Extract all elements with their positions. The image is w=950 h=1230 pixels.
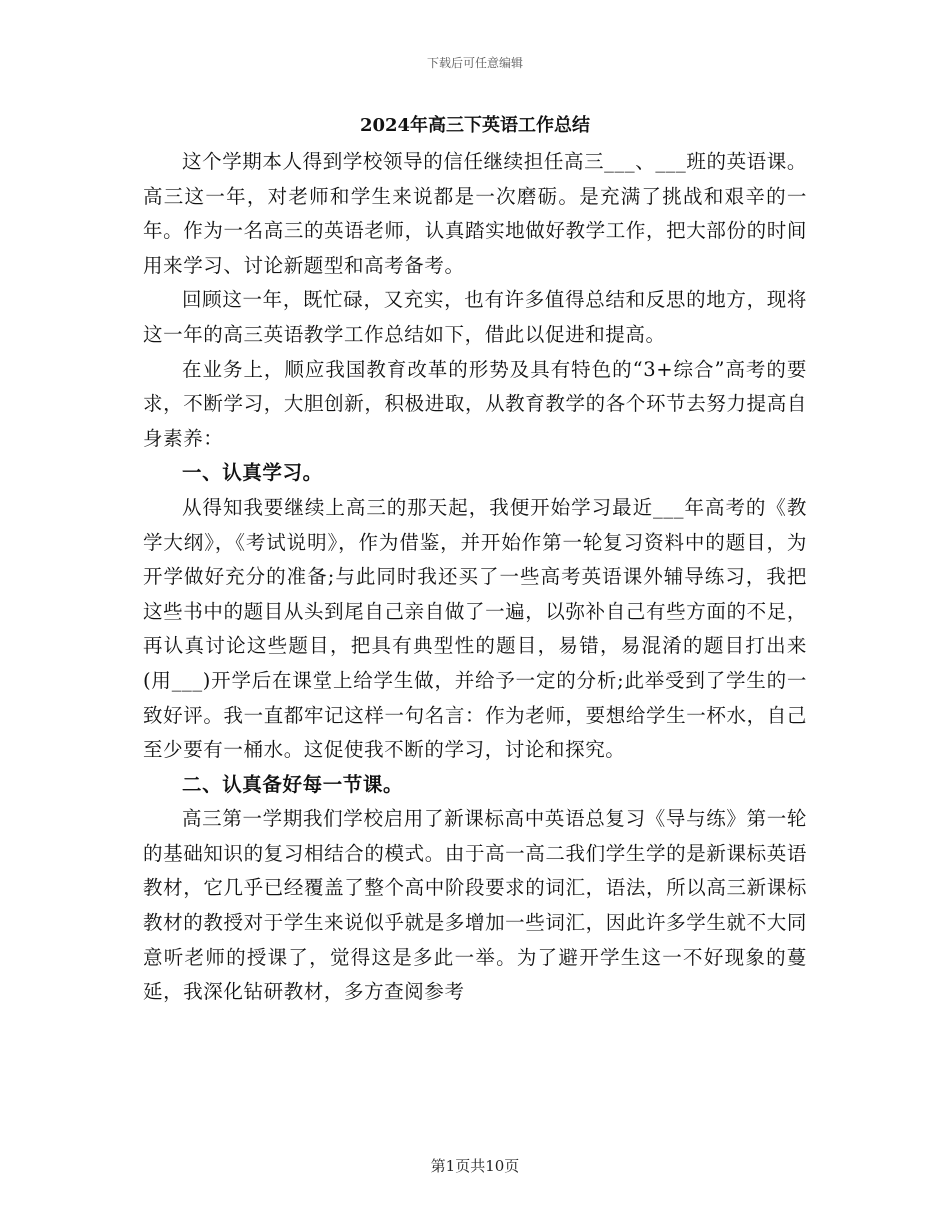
document-title: 2024年高三下英语工作总结 xyxy=(359,115,591,136)
paragraph: 回顾这一年，既忙碌，又充实，也有许多值得总结和反思的地方，现将这一年的高三英语教学工作总结如下，借此以促进和提高。 xyxy=(143,288,807,346)
paragraph: 这个学期本人得到学校领导的信任继续担任高三___、___班的英语课。高三这一年，对老师和学生来说都是一次磨砺。是充满了挑战和艰辛的一年。作为一名高三的英语老师，认真踏实地做好教学工作，把大部份的时间用来学习、讨论新题型和高考备考。 xyxy=(143,150,807,277)
paragraph: 高三第一学期我们学校启用了新课标高中英语总复习《导与练》第一轮的基础知识的复习相结合的模式。由于高一高二我们学生学的是新课标英语教材，它几乎已经覆盖了整个高中阶段要求的词汇，语法，所以高三新课标教材的教授对于学生来说似乎就是多增加一些词汇，因此许多学生就不大同意听老师的授课了，觉得这是多此一举。为了避开学生这一不好现象的蔓延，我深化钻研教材，多方查阅参考 xyxy=(143,807,807,1004)
document-body xyxy=(143,145,807,1010)
paragraph: 在业务上，顺应我国教育改革的形势及具有特色的“3+综合”高考的要求，不断学习，大胆创新，积极进取，从教育教学的各个环节去努力提高自身素养： xyxy=(143,357,807,450)
page-header-note: 下载后可任意编辑 xyxy=(426,56,523,70)
paragraph: 从得知我要继续上高三的那天起，我便开始学习最近___年高考的《教学大纲》，《考试说明》，作为借鉴，并开始作第一轮复习资料中的题目，为开学做好充分的准备;与此同时我还买了一些高考英语课外辅导练习，我把这些书中的题目从头到尾自己亲自做了一遍，以弥补自己有些方面的不足，再认真讨论这些题目，把具有典型性的题目，易错，易混淆的题目打出来(用___)开学后在课堂上给学生做，并给予一定的分析;此举受到了学生的一致好评。我一直都牢记这样一句名言：作为老师，要想给学生一杯水，自己至少要有一桶水。这促使我不断的学习，讨论和探究。 xyxy=(143,495,807,762)
section-heading: 二、认真备好每一节课。 xyxy=(182,772,404,796)
section-heading: 一、认真学习。 xyxy=(182,461,323,485)
page-footer-number: 第1页共10页 xyxy=(430,1157,520,1175)
document-page xyxy=(143,112,807,1010)
